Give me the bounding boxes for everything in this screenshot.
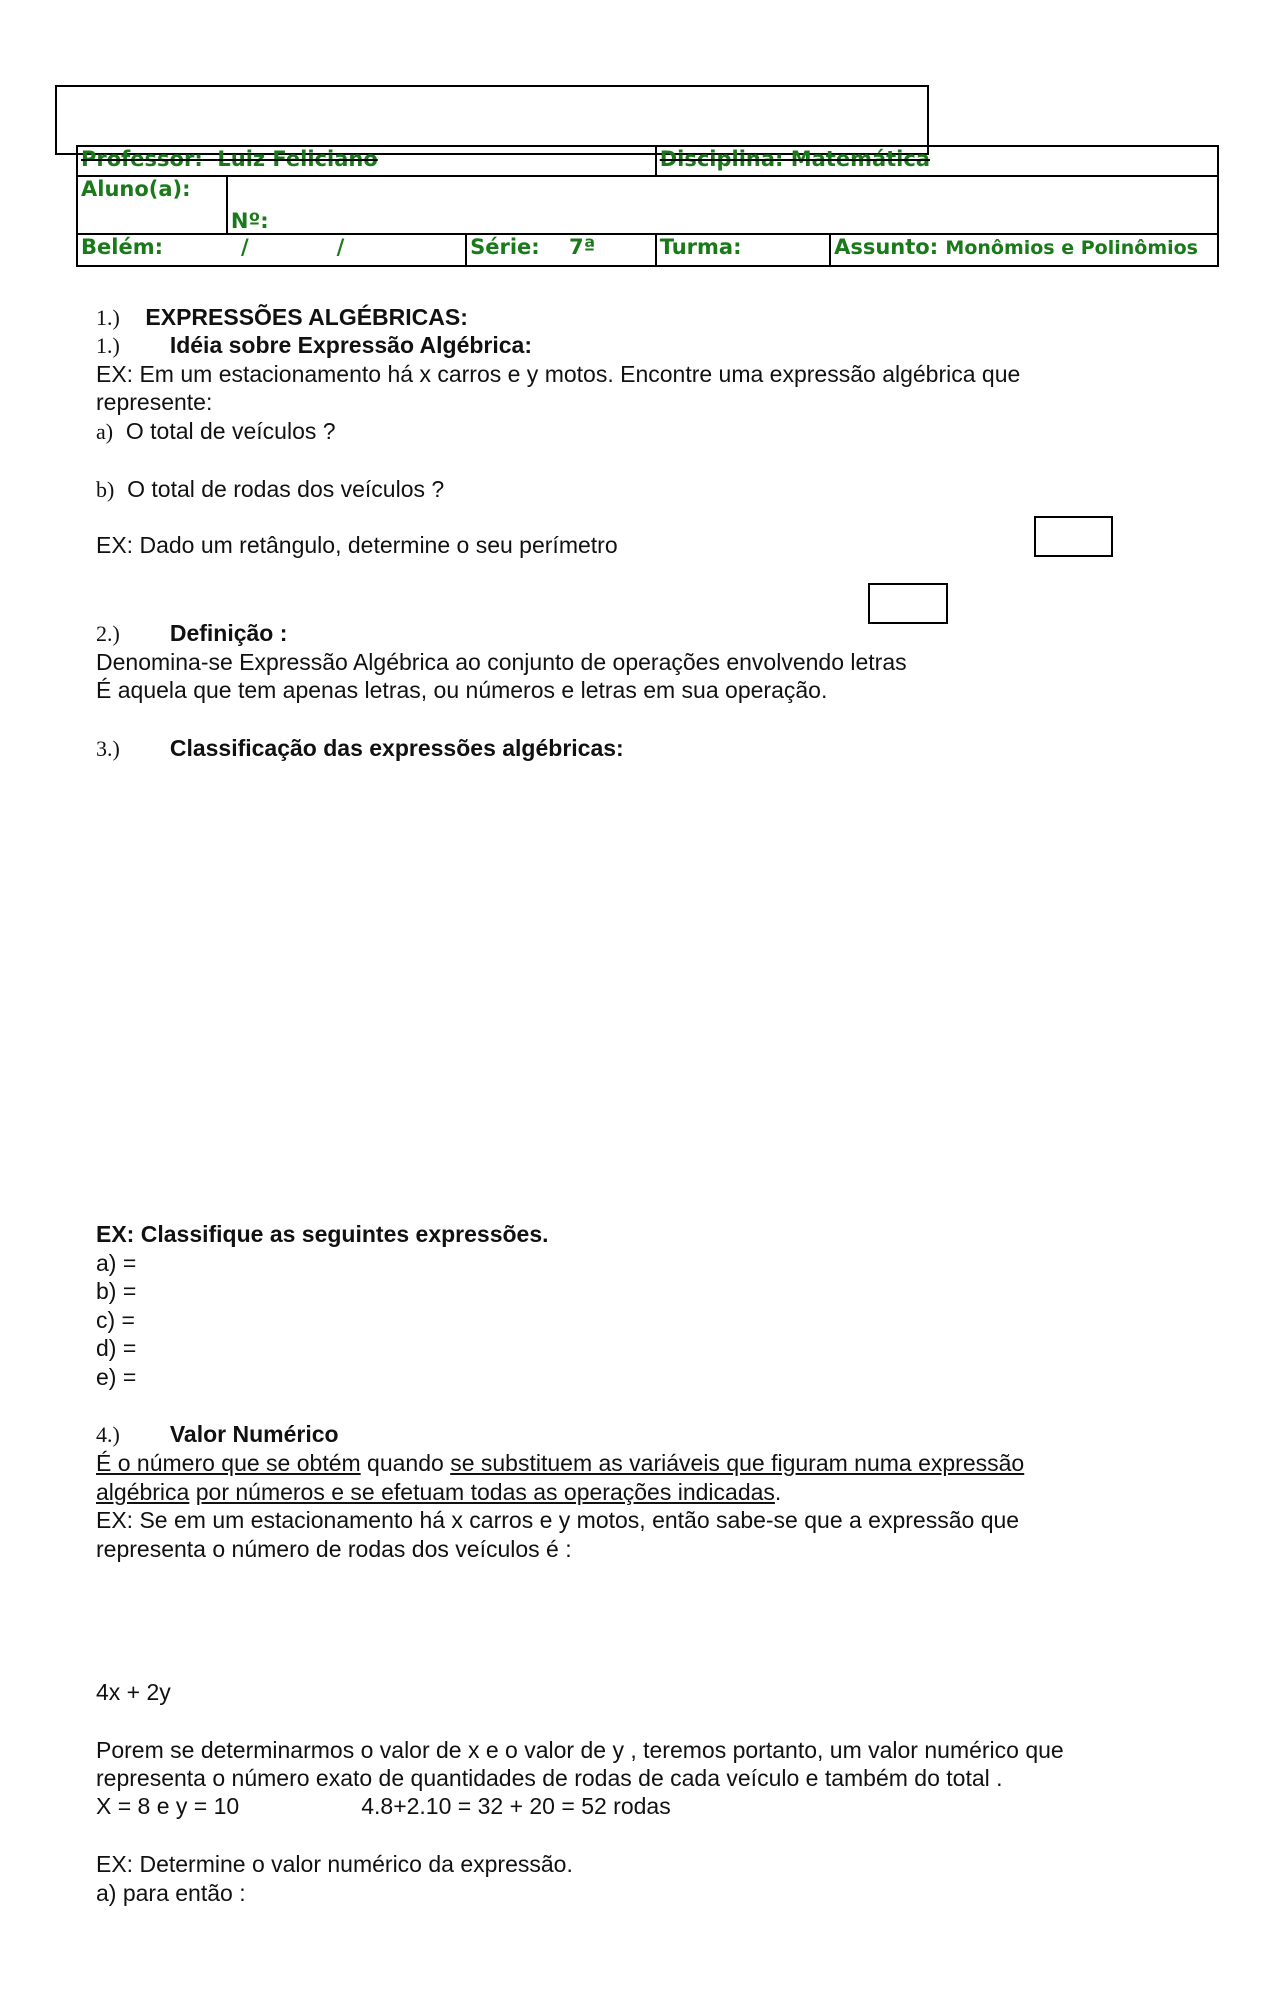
calc-result: 4.8+2.10 = 32 + 20 = 52 rodas: [361, 1793, 671, 1819]
item-text: O total de veículos ?: [125, 418, 336, 444]
section-1-heading: [96, 303, 468, 332]
date-separator-2: /: [336, 235, 345, 259]
definition-line-2: É aquela que tem apenas letras, ou números e letras em sua operação.: [96, 677, 828, 703]
expression: 4x + 2y: [96, 1679, 171, 1705]
calculation-line: [96, 1792, 671, 1820]
plain-text: .: [774, 1479, 782, 1505]
item-text: O total de rodas dos veículos ?: [127, 476, 445, 502]
underlined-text: algébrica: [96, 1479, 190, 1505]
section-number: 4.): [96, 1422, 120, 1447]
value-definition-line-1: [96, 1449, 1024, 1477]
section-number: 1.): [96, 305, 120, 330]
student-label: Aluno(a):: [81, 177, 191, 201]
grade-label: Série:: [470, 235, 540, 259]
example-3-item-c: c) =: [96, 1307, 135, 1333]
class-label: Turma:: [659, 235, 742, 259]
grade-cell: [466, 234, 656, 266]
example-5-item-a: a) para então :: [96, 1880, 246, 1906]
section-number: 3.): [96, 736, 120, 761]
definition-line-1: Denomina-se Expressão Algébrica ao conjunto de operações envolvendo letras: [96, 649, 907, 675]
example-4-line-1: EX: Se em um estacionamento há x carros e y motos, então sabe-se que a expressão que: [96, 1507, 1020, 1533]
section-title: Valor Numérico: [169, 1421, 339, 1447]
example-1-line-2: represente:: [96, 389, 213, 415]
underlined-text: se substituem as variáveis que figuram numa expressão: [450, 1450, 1025, 1476]
example-3-item-b: b) =: [96, 1278, 137, 1304]
subject-label: Assunto:: [834, 235, 939, 259]
example-3-item-d: d) =: [96, 1335, 137, 1361]
item-a: [96, 417, 336, 446]
header-table: [76, 145, 1219, 267]
discipline-cell: [656, 146, 1218, 176]
discipline: Disciplina: Matemática: [659, 147, 930, 171]
value-definition-line-2: [96, 1478, 781, 1506]
student-field-cell: [227, 176, 1218, 234]
section-title: EXPRESSÕES ALGÉBRICAS:: [145, 304, 468, 330]
underlined-text: por números e se efetuam todas as operações indicadas: [195, 1479, 775, 1505]
example-1-line-1: EX: Em um estacionamento há x carros e y motos. Encontre uma expressão algébrica que: [96, 361, 1021, 387]
rectangle-figure-2: [868, 583, 948, 624]
porem-line-1: Porem se determinarmos o valor de x e o valor de y , teremos portanto, um valor numérico que: [96, 1737, 1064, 1763]
rectangle-figure-1: [1034, 516, 1113, 557]
plain-text: quando: [360, 1450, 451, 1476]
section-1a-heading: [96, 331, 532, 360]
professor-name: Luiz Feliciano: [217, 147, 378, 171]
professor-label: Professor:: [81, 147, 203, 171]
subject-cell: [830, 234, 1218, 266]
example-2: EX: Dado um retângulo, determine o seu perímetro: [96, 532, 618, 558]
number-label: Nº:: [230, 209, 269, 233]
section-3-heading: [96, 734, 624, 763]
section-number: 1.): [96, 333, 120, 358]
date-separator-1: /: [240, 235, 249, 259]
section-title: Classificação das expressões algébricas:: [169, 735, 624, 761]
subject-value: Monômios e Polinômios: [945, 237, 1198, 259]
section-4-heading: [96, 1420, 339, 1449]
example-3-title: EX: Classifique as seguintes expressões.: [96, 1221, 549, 1247]
calc-values: X = 8 e y = 10: [96, 1793, 240, 1819]
professor-cell: [77, 146, 656, 176]
example-3-item-a: a) =: [96, 1250, 137, 1276]
student-label-cell: [77, 176, 227, 234]
example-4-line-2: representa o número de rodas dos veículos é :: [96, 1536, 572, 1562]
section-2-heading: [96, 619, 287, 648]
item-b: [96, 475, 444, 504]
city-label: Belém:: [81, 235, 163, 259]
example-3-item-e: e) =: [96, 1364, 137, 1390]
section-number: 2.): [96, 621, 120, 646]
porem-line-2: representa o número exato de quantidades de rodas de cada veículo e também do total .: [96, 1765, 1003, 1791]
section-title: Definição :: [169, 620, 288, 646]
class-cell: [656, 234, 830, 266]
section-title: Idéia sobre Expressão Algébrica:: [169, 332, 533, 358]
city-date-cell: [77, 234, 466, 266]
item-label: a): [96, 419, 114, 444]
underlined-text: É o número que se obtém: [96, 1450, 361, 1476]
grade-value: 7ª: [568, 235, 596, 259]
item-label: b): [96, 477, 115, 502]
example-5: EX: Determine o valor numérico da expressão.: [96, 1851, 573, 1877]
